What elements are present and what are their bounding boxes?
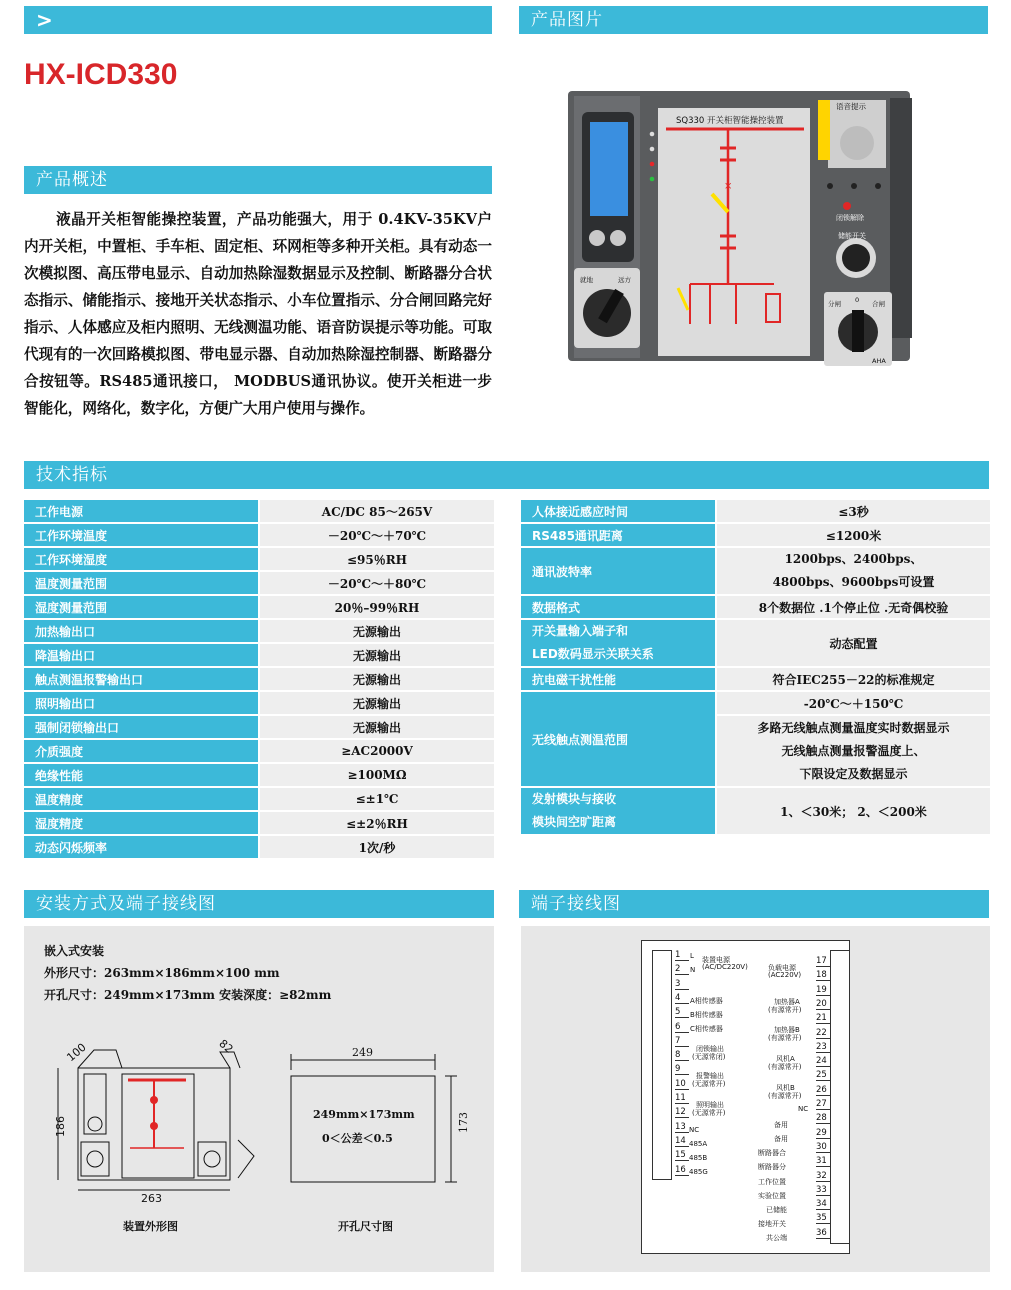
overview-title: 产品概述 xyxy=(24,166,492,194)
voice-label: 语音提示 xyxy=(836,102,866,111)
spec-value: 无源输出 xyxy=(258,644,494,666)
spec-row xyxy=(24,788,494,810)
header-bar-left xyxy=(24,6,492,34)
right-terminal-number: 21 xyxy=(816,1013,830,1024)
dim-249: 249 xyxy=(352,1046,373,1059)
spec-key: 强制闭锁输出口 xyxy=(24,716,258,738)
term-nc-left: NC xyxy=(689,1126,700,1134)
spec-value: 符合IEC255－22的标准规定 xyxy=(715,668,990,690)
spec-key: 绝缘性能 xyxy=(24,764,258,786)
spec-key: 工作电源 xyxy=(24,500,258,522)
spec-key: 触点测温报警输出口 xyxy=(24,668,258,690)
spec-row xyxy=(24,524,494,546)
term-heater-a-2: (有源常开) xyxy=(768,1006,802,1014)
caption-cutout: 开孔尺寸图 xyxy=(338,1220,393,1233)
spec-value: －20℃～＋80℃ xyxy=(258,572,494,594)
spec-value: ≥100MΩ xyxy=(258,764,494,786)
spec-key: RS485通讯距离 xyxy=(521,524,715,546)
term-power-1: 装置电源 xyxy=(702,956,730,964)
left-terminal-number: 7 xyxy=(675,1036,689,1047)
spec-key-line: 模块间空旷距离 xyxy=(532,815,617,829)
caption-outline: 装置外形图 xyxy=(123,1220,178,1233)
right-terminal-number: 32 xyxy=(816,1171,830,1182)
spec-value: 无源输出 xyxy=(258,620,494,642)
left-terminal-number: 4 xyxy=(675,993,689,1004)
spec-row xyxy=(521,692,990,714)
spec-row xyxy=(24,572,494,594)
unlock-label: 闭锁解除 xyxy=(836,214,864,222)
spec-key: 工作环境湿度 xyxy=(24,548,258,570)
overview-text: 液晶开关柜智能操控装置，产品功能强大，用于 0.4KV-35KV户内开关柜，中置柜、手车柜、固定柜、环网柜等多种开关柜。具有动态一次模拟图、高压带电显示、自动加热除湿数据显示及控制、断路器分合状态指示、储能指示、接地开关状态指示、小车位置指示、分合闸回路完好指示、人体感应及柜内照明、无线测温功能、语音防误提示等功能。可取代现有的一次回路模拟图、带电显示器、自动加热除湿控制器、断路器分合按钮等。RS485通讯接口， MODBUS通讯协议。使开关柜进一步智能化，网络化，数字化，方便广大用户使用与操作。 xyxy=(24,211,492,417)
spec-value: 8个数据位 .1个停止位 .无奇偶校验 xyxy=(715,596,990,618)
dim-263: 263 xyxy=(141,1192,162,1205)
right-terminal-number: 29 xyxy=(816,1128,830,1139)
install-line-1: 嵌入式安装 xyxy=(44,944,105,958)
spec-value-line: 无线触点测量报警温度上、 xyxy=(781,743,926,758)
term-c-sensor: C相传感器 xyxy=(690,1025,723,1033)
term-nc-right: NC xyxy=(798,1105,809,1113)
chevron-right-icon: > xyxy=(36,8,54,32)
left-terminal-number: 8 xyxy=(675,1050,689,1061)
term-stored: 已储能 xyxy=(766,1206,787,1214)
knob2-mid-label: 0 xyxy=(855,296,860,304)
term-spare-2: 备用 xyxy=(774,1135,788,1143)
spec-value: 20％–99％RH xyxy=(258,596,494,618)
right-terminal-number: 20 xyxy=(816,999,830,1010)
spec-key: 工作环境温度 xyxy=(24,524,258,546)
spec-value: 无源输出 xyxy=(258,668,494,690)
spec-key: 温度精度 xyxy=(24,788,258,810)
brand-label: AHA xyxy=(872,357,886,365)
spec-key-line: LED数码显示关联关系 xyxy=(532,647,654,661)
spec-value xyxy=(715,716,990,786)
term-l: L xyxy=(690,952,694,960)
spec-table-left xyxy=(24,498,494,860)
term-heater-a-1: 加热器A xyxy=(774,998,800,1006)
spec-key-text: 无线触点测温范围 xyxy=(532,732,629,747)
spec-key: 湿度精度 xyxy=(24,812,258,834)
term-light-2: (无源常开) xyxy=(692,1109,726,1117)
spec-key: 数据格式 xyxy=(521,596,715,618)
spec-value: ≤±2％RH xyxy=(258,812,494,834)
spec-key: 湿度测量范围 xyxy=(24,596,258,618)
spec-key-line: 开关量输入端子和 xyxy=(532,624,629,638)
spec-key: 通讯波特率 xyxy=(521,548,715,594)
panel-title: SQ330 开关柜智能操控装置 xyxy=(676,116,784,126)
term-alarm-1: 报警输出 xyxy=(696,1072,724,1080)
spec-key: 人体接近感应时间 xyxy=(521,500,715,522)
spec-row xyxy=(24,620,494,642)
spec-table-right xyxy=(521,498,990,836)
dim-186: 186 xyxy=(54,1116,67,1137)
knob2-right-label: 合闸 xyxy=(872,300,885,308)
left-terminal-number: 11 xyxy=(675,1093,689,1104)
spec-value-line: 多路无线触点测量温度实时数据显示 xyxy=(757,720,950,735)
spec-row xyxy=(521,596,990,618)
spec-value: 无源输出 xyxy=(258,716,494,738)
term-load-2: (AC220V) xyxy=(768,971,802,979)
right-terminal-number: 19 xyxy=(816,985,830,996)
spec-row xyxy=(24,716,494,738)
term-alarm-2: (无源常开) xyxy=(692,1080,726,1088)
spec-value-line: 1200bps、2400bps、 xyxy=(784,552,923,566)
spec-key: 介质强度 xyxy=(24,740,258,762)
term-fan-a-1: 风机A xyxy=(776,1055,795,1063)
term-heater-b-2: (有源常开) xyxy=(768,1034,802,1042)
knob1-label: 储能开关 xyxy=(838,232,866,240)
install-line-3: 开孔尺寸：249mm×173mm 安装深度：≥82mm xyxy=(44,988,332,1002)
spec-row xyxy=(24,596,494,618)
right-terminal-number: 27 xyxy=(816,1099,830,1110)
spec-key: 温度测量范围 xyxy=(24,572,258,594)
right-terminal-number: 24 xyxy=(816,1056,830,1067)
spec-key xyxy=(521,788,715,834)
spec-value: 1、＜30米； 2、＜200米 xyxy=(715,788,990,834)
term-n: N xyxy=(690,966,696,974)
install-line-2: 外形尺寸：263mm×186mm×100 mm xyxy=(44,966,280,980)
svg-text:×: × xyxy=(724,181,733,192)
left-terminal-number: 16 xyxy=(675,1165,689,1176)
spec-key: 动态闪烁频率 xyxy=(24,836,258,858)
spec-row xyxy=(521,548,990,594)
right-terminal-number: 31 xyxy=(816,1156,830,1167)
spec-value: -20℃～＋150℃ xyxy=(715,692,990,714)
right-terminal-number: 23 xyxy=(816,1042,830,1053)
left-terminal-number: 2 xyxy=(675,964,689,975)
dim-100: 100 xyxy=(64,1040,89,1065)
spec-value: 无源输出 xyxy=(258,692,494,714)
right-terminal-strip xyxy=(830,950,850,1244)
term-fan-b-2: (有源常开) xyxy=(768,1092,802,1100)
term-485a: 485A xyxy=(689,1140,708,1148)
term-earth: 接地开关 xyxy=(758,1220,786,1228)
spec-key: 抗电磁干扰性能 xyxy=(521,668,715,690)
term-common: 共公端 xyxy=(766,1234,787,1242)
spec-value: 1次/秒 xyxy=(258,836,494,858)
specs-title: 技术指标 xyxy=(24,461,989,489)
knob3-right-label: 远方 xyxy=(618,276,631,284)
term-test-pos: 实验位置 xyxy=(758,1192,786,1200)
header-bar-right xyxy=(519,6,988,34)
spec-row xyxy=(521,500,990,522)
spec-key xyxy=(521,620,715,666)
term-485g: 485G xyxy=(689,1168,708,1176)
right-terminal-number: 30 xyxy=(816,1142,830,1153)
term-power-2: (AC/DC220V) xyxy=(702,963,748,971)
model-title: HX-ICD330 xyxy=(24,58,178,91)
left-terminal-number: 10 xyxy=(675,1079,689,1090)
knob2-left-label: 分闸 xyxy=(828,300,841,308)
spec-row xyxy=(24,668,494,690)
spec-key: 照明输出口 xyxy=(24,692,258,714)
spec-row xyxy=(24,500,494,522)
term-heater-b-1: 加热器B xyxy=(774,1026,800,1034)
left-terminal-number: 3 xyxy=(675,979,689,990)
left-terminal-number: 15 xyxy=(675,1150,689,1161)
spec-row xyxy=(24,812,494,834)
spec-value: ≥AC2000V xyxy=(258,740,494,762)
right-terminal-number: 35 xyxy=(816,1213,830,1224)
spec-row xyxy=(521,524,990,546)
spec-value-line: 4800bps、9600bps可设置 xyxy=(772,575,935,589)
spec-value-line: 下限设定及数据显示 xyxy=(799,766,908,781)
spec-row xyxy=(521,668,990,690)
spec-value: ≤95％RH xyxy=(258,548,494,570)
left-terminal-number: 1 xyxy=(675,950,689,961)
terminal-title: 端子接线图 xyxy=(519,890,989,918)
term-work-pos: 工作位置 xyxy=(758,1178,786,1186)
right-terminal-number: 17 xyxy=(816,956,830,967)
product-image-title: 产品图片 xyxy=(531,10,603,30)
term-b-sensor: B相传感器 xyxy=(690,1011,723,1019)
term-a-sensor: A相传感器 xyxy=(690,997,723,1005)
spec-key: 加热输出口 xyxy=(24,620,258,642)
cutout-size: 249mm×173mm xyxy=(313,1108,415,1121)
spec-value: －20℃～＋70℃ xyxy=(258,524,494,546)
spec-row xyxy=(24,764,494,786)
term-spare-1: 备用 xyxy=(774,1121,788,1129)
term-lock-2: (无源常闭) xyxy=(692,1053,726,1061)
right-terminal-number: 26 xyxy=(816,1085,830,1096)
product-photo xyxy=(560,88,920,368)
right-terminal-number: 33 xyxy=(816,1185,830,1196)
spec-row xyxy=(521,788,990,834)
left-terminal-strip xyxy=(652,950,672,1180)
term-light-1: 照明输出 xyxy=(696,1101,724,1109)
left-terminal-number: 14 xyxy=(675,1136,689,1147)
term-fan-b-1: 风机B xyxy=(776,1084,795,1092)
term-load-1: 负载电源 xyxy=(768,964,796,972)
term-lock-1: 闭锁输出 xyxy=(696,1045,724,1053)
spec-value: 动态配置 xyxy=(715,620,990,666)
spec-key: 降温输出口 xyxy=(24,644,258,666)
spec-key-line: 发射模块与接收 xyxy=(532,792,617,806)
dim-82: 82 xyxy=(216,1037,236,1056)
right-terminal-number: 25 xyxy=(816,1070,830,1081)
left-terminal-number: 13 xyxy=(675,1122,689,1133)
right-terminal-number: 28 xyxy=(816,1113,830,1124)
right-terminal-number: 34 xyxy=(816,1199,830,1210)
left-terminal-number: 5 xyxy=(675,1007,689,1018)
cutout-tolerance: 0＜公差＜0.5 xyxy=(322,1132,393,1145)
spec-value xyxy=(715,548,990,594)
spec-key xyxy=(521,692,715,786)
spec-value: AC/DC 85～265V xyxy=(258,500,494,522)
term-cb-close: 断路器合 xyxy=(758,1149,786,1157)
spec-value: ≤1200米 xyxy=(715,524,990,546)
spec-row xyxy=(24,740,494,762)
right-terminal-number: 22 xyxy=(816,1028,830,1039)
spec-row xyxy=(24,644,494,666)
term-fan-a-2: (有源常开) xyxy=(768,1063,802,1071)
right-terminal-number: 36 xyxy=(816,1228,830,1239)
knob3-left-label: 就地 xyxy=(580,276,593,284)
spec-row xyxy=(24,692,494,714)
spec-row xyxy=(24,836,494,858)
install-title: 安装方式及端子接线图 xyxy=(24,890,494,918)
left-terminal-number: 9 xyxy=(675,1064,689,1075)
left-terminal-number: 6 xyxy=(675,1022,689,1033)
spec-row xyxy=(521,620,990,666)
right-terminal-number: 18 xyxy=(816,970,830,981)
spec-value: ≤3秒 xyxy=(715,500,990,522)
left-terminal-number: 12 xyxy=(675,1107,689,1118)
term-485b: 485B xyxy=(689,1154,708,1162)
spec-row xyxy=(24,548,494,570)
spec-value: ≤±1℃ xyxy=(258,788,494,810)
term-cb-open: 断路器分 xyxy=(758,1163,786,1171)
dim-173: 173 xyxy=(457,1112,470,1133)
